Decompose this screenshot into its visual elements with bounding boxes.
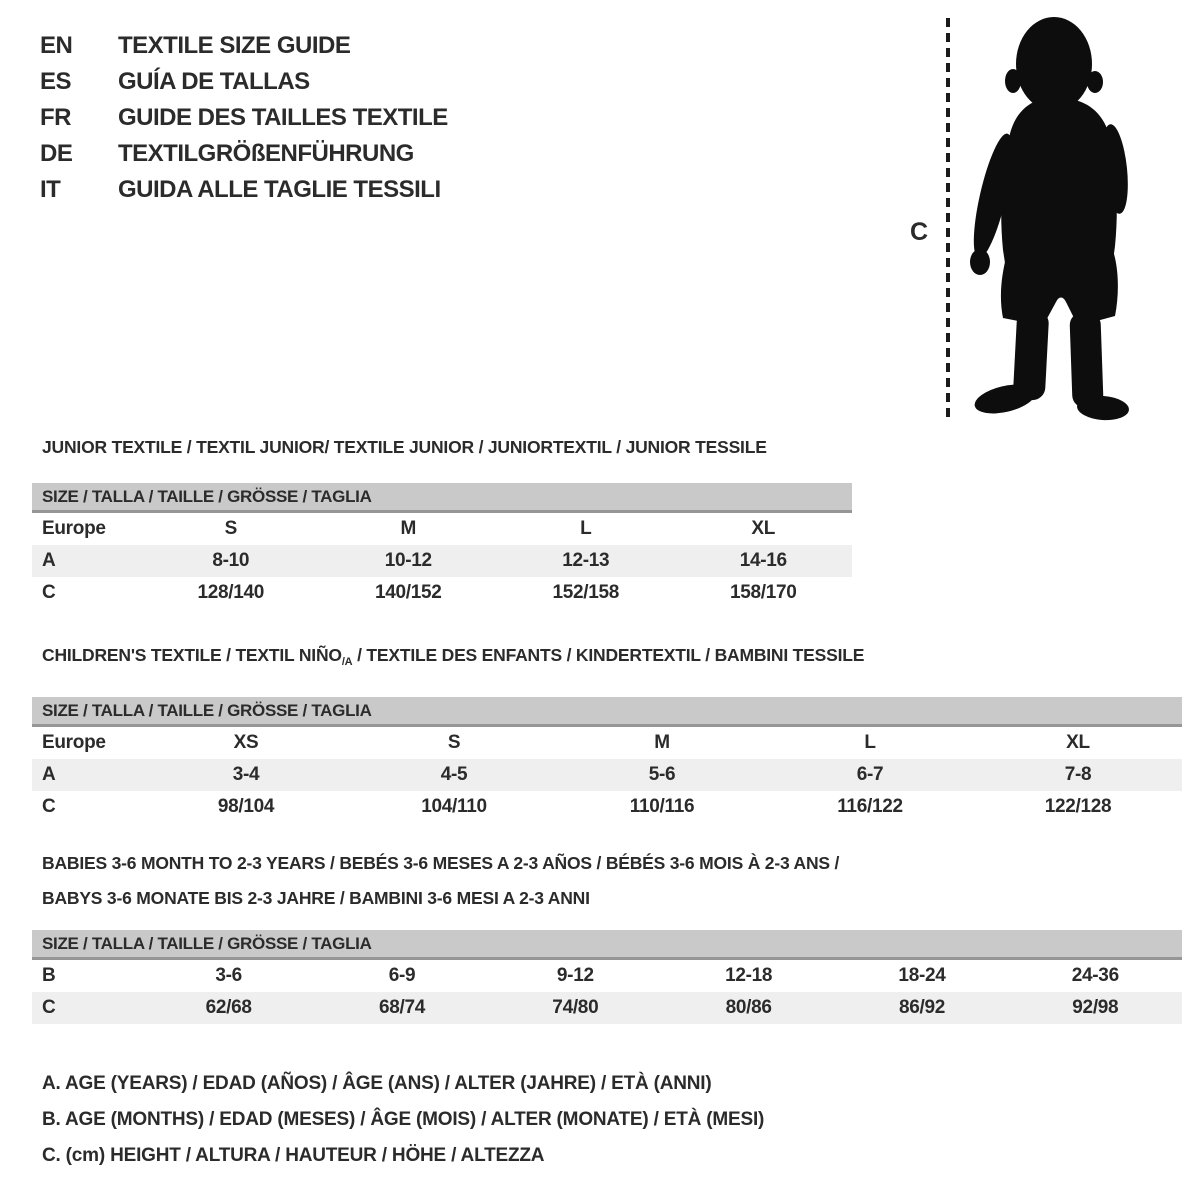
children-heading-text: / TEXTILE DES ENFANTS / KINDERTEXTIL / BAMBINI TESSILE (352, 645, 865, 665)
language-title-list (40, 28, 448, 208)
children-table-header-bar: SIZE / TALLA / TAILLE / GRÖSSE / TAGLIA (32, 697, 1182, 727)
language-code: IT (40, 176, 61, 203)
children-heading-text: CHILDREN'S TEXTILE / TEXTIL NIÑO (42, 645, 342, 665)
table-row (32, 545, 852, 577)
size-cell: 6-7 (856, 764, 884, 785)
table-row (32, 992, 1182, 1024)
junior-size-table (32, 483, 852, 609)
size-cell: L (580, 518, 592, 539)
language-code: DE (40, 140, 73, 167)
row-label: C (42, 582, 56, 603)
language-title: GUIDA ALLE TAGLIE TESSILI (118, 176, 441, 203)
junior-table-header-bar: SIZE / TALLA / TAILLE / GRÖSSE / TAGLIA (32, 483, 852, 513)
size-cell: 10-12 (384, 550, 432, 571)
size-cell: 3-4 (232, 764, 260, 785)
table-row (32, 513, 852, 545)
language-row-de (40, 136, 448, 172)
size-cell: 122/128 (1044, 796, 1112, 817)
row-label: C (42, 997, 56, 1018)
row-label: A (42, 764, 56, 785)
children-heading-subscript: /A (341, 656, 353, 668)
babies-section-heading (32, 846, 1182, 916)
babies-table-header-bar: SIZE / TALLA / TAILLE / GRÖSSE / TAGLIA (32, 930, 1182, 960)
height-measure-dashed-line (946, 18, 950, 418)
size-cell: 140/152 (374, 582, 442, 603)
junior-section-heading: JUNIOR TEXTILE / TEXTIL JUNIOR/ TEXTILE JUNIOR / JUNIORTEXTIL / JUNIOR TESSILE (42, 437, 767, 457)
toddler-silhouette (963, 14, 1135, 422)
size-cell: XL (751, 518, 776, 539)
language-row-en (40, 28, 448, 64)
babies-heading-line-1: BABIES 3-6 MONTH TO 2-3 YEARS / BEBÉS 3-6 MESES A 2-3 AÑOS / BÉBÉS 3-6 MOIS À 2-3 ANS / (42, 853, 840, 873)
size-cell: 92/98 (1072, 997, 1119, 1018)
row-label: B (42, 965, 56, 986)
section-childrens-textile (32, 645, 1182, 823)
language-title: TEXTILE SIZE GUIDE (118, 32, 351, 59)
children-section-heading (32, 645, 1182, 672)
size-cell: 98/104 (217, 796, 275, 817)
language-title: GUIDE DES TAILLES TEXTILE (118, 104, 448, 131)
size-cell: 8-10 (212, 550, 250, 571)
table-row (32, 960, 1182, 992)
size-cell: 9-12 (556, 965, 594, 986)
size-cell: XL (1066, 732, 1090, 753)
size-cell: 62/68 (205, 997, 252, 1018)
size-cell: 12-18 (725, 965, 773, 986)
size-cell: 3-6 (215, 965, 242, 986)
children-size-table (32, 697, 1182, 823)
size-cell: 128/140 (197, 582, 265, 603)
legend-line-age-months: B. AGE (MONTHS) / EDAD (MESES) / ÂGE (MOIS) / ALTER (MONATE) / ETÀ (MESI) (42, 1109, 765, 1130)
size-cell: M (654, 732, 670, 753)
size-cell: 104/110 (421, 796, 487, 817)
row-label: Europe (42, 732, 106, 753)
size-cell: 6-9 (388, 965, 416, 986)
legend-line-height-cm: C. (cm) HEIGHT / ALTURA / HAUTEUR / HÖHE / ALTEZZA (42, 1145, 545, 1166)
size-cell: 7-8 (1064, 764, 1092, 785)
row-label: C (42, 796, 56, 817)
size-cell: 24-36 (1071, 965, 1119, 986)
section-junior-textile (32, 437, 852, 609)
table-row (32, 759, 1182, 791)
size-cell: 152/158 (552, 582, 620, 603)
size-cell: 68/74 (378, 997, 426, 1018)
language-row-fr (40, 100, 448, 136)
babies-heading-line-2: BABYS 3-6 MONATE BIS 2-3 JAHRE / BAMBINI 3-6 MESI A 2-3 ANNI (42, 888, 590, 908)
language-title: GUÍA DE TALLAS (118, 68, 310, 95)
table-row (32, 791, 1182, 823)
size-cell: 14-16 (739, 550, 787, 571)
row-label: A (42, 550, 56, 571)
language-title: TEXTILGRÖßENFÜHRUNG (118, 140, 414, 167)
size-cell: 4-5 (440, 764, 468, 785)
size-cell: S (224, 518, 237, 539)
size-cell: 110/116 (629, 796, 695, 817)
size-cell: 18-24 (898, 965, 946, 986)
size-cell: 158/170 (729, 582, 797, 603)
table-row (32, 727, 1182, 759)
measurement-legend (42, 1066, 764, 1174)
size-cell: S (447, 732, 461, 753)
size-cell: L (864, 732, 876, 753)
size-cell: M (400, 518, 417, 539)
row-label: Europe (42, 518, 106, 539)
babies-size-table (32, 930, 1182, 1024)
height-measure-label: C (910, 218, 929, 246)
section-babies-textile (32, 846, 1182, 1024)
table-row (32, 577, 852, 609)
size-cell: 74/80 (552, 997, 599, 1018)
size-cell: XS (233, 732, 259, 753)
size-cell: 116/122 (837, 796, 903, 817)
language-code: FR (40, 104, 71, 131)
legend-line-age-years: A. AGE (YEARS) / EDAD (AÑOS) / ÂGE (ANS) / ALTER (JAHRE) / ETÀ (ANNI) (42, 1073, 712, 1094)
language-row-it (40, 172, 448, 208)
size-cell: 12-13 (562, 550, 610, 571)
size-cell: 5-6 (648, 764, 676, 785)
language-row-es (40, 64, 448, 100)
size-cell: 80/86 (725, 997, 772, 1018)
size-cell: 86/92 (898, 997, 945, 1018)
language-code: ES (40, 68, 72, 95)
language-code: EN (40, 32, 73, 59)
